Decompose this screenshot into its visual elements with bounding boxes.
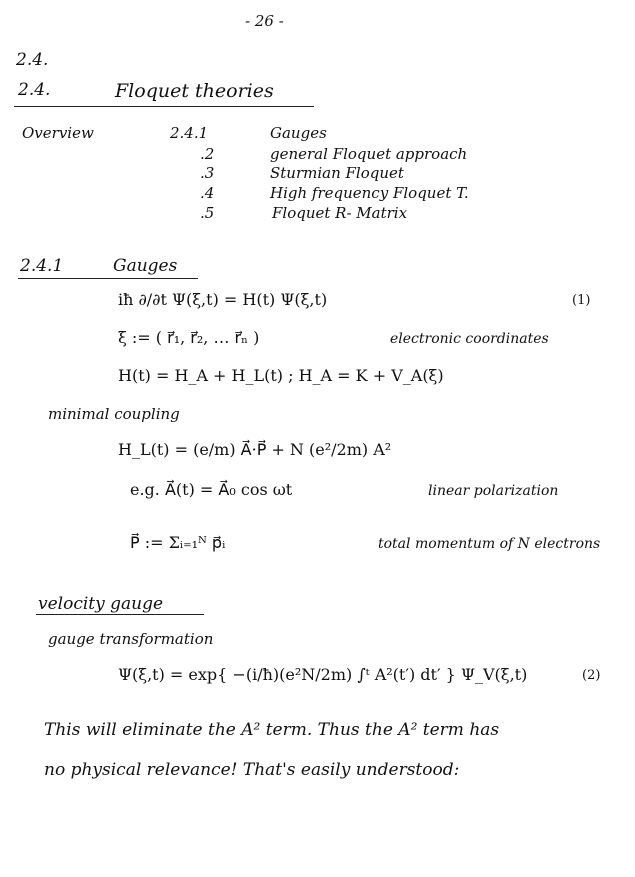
equation-number-1: (1): [572, 293, 591, 308]
overview-item-text: High frequency Floquet T.: [270, 184, 469, 202]
overview-item-text: Gauges: [270, 124, 327, 142]
overview-item-number: 2.4.1: [170, 124, 209, 142]
schroedinger-equation: iħ ∂/∂t Ψ(ξ,t) = H(t) Ψ(ξ,t): [118, 290, 328, 309]
section-title-underline: [14, 106, 314, 107]
overview-item-text: Floquet R- Matrix: [272, 204, 408, 222]
equation-number-2: (2): [582, 668, 601, 683]
overview-item-number: .5: [200, 204, 215, 222]
gauge-transformation-label: gauge transformation: [48, 630, 214, 648]
overview-item-number: .2: [200, 145, 215, 163]
closing-text-line-1: This will eliminate the A² term. Thus the A² term has: [44, 720, 500, 740]
velocity-gauge-underline: [36, 614, 204, 615]
overview-item-text: Sturmian Floquet: [270, 164, 404, 182]
section-label-1: 2.4.: [16, 50, 49, 70]
closing-text-line-2: no physical relevance! That's easily understood:: [44, 760, 460, 780]
example-equation: e.g. A⃗(t) = A⃗₀ cos ωt: [130, 480, 293, 499]
example-note: linear polarization: [428, 483, 559, 499]
momentum-note: total momentum of N electrons: [378, 536, 601, 552]
subsection-underline: [18, 278, 198, 279]
coordinates-definition: ξ := ( r⃗₁, r⃗₂, … r⃗ₙ ): [118, 328, 260, 347]
minimal-coupling-label: minimal coupling: [48, 405, 180, 423]
velocity-gauge-heading: velocity gauge: [38, 594, 164, 614]
page-number: - 26 -: [245, 12, 284, 30]
coupling-equation: H_L(t) = (e/m) A⃗·P⃗ + N (e²/2m) A²: [118, 440, 392, 459]
subsection-title: Gauges: [113, 256, 178, 276]
section-label-2: 2.4.: [18, 80, 51, 100]
overview-item-number: .3: [200, 164, 215, 182]
overview-item-text: general Floquet approach: [270, 145, 468, 163]
subsection-number: 2.4.1: [20, 256, 64, 276]
overview-label: Overview: [22, 124, 94, 142]
momentum-definition: P⃗ := Σᵢ₌₁ᴺ p⃗ᵢ: [130, 533, 226, 552]
section-title: Floquet theories: [115, 80, 274, 102]
overview-item-number: .4: [200, 184, 215, 202]
hamiltonian-equation: H(t) = H_A + H_L(t) ; H_A = K + V_A(ξ): [118, 366, 444, 385]
gauge-equation: Ψ(ξ,t) = exp{ −(i/ħ)(e²N/2m) ∫ᵗ A²(t′) dt′ } Ψ_V(ξ,t): [118, 665, 528, 684]
coordinates-note: electronic coordinates: [390, 331, 549, 347]
